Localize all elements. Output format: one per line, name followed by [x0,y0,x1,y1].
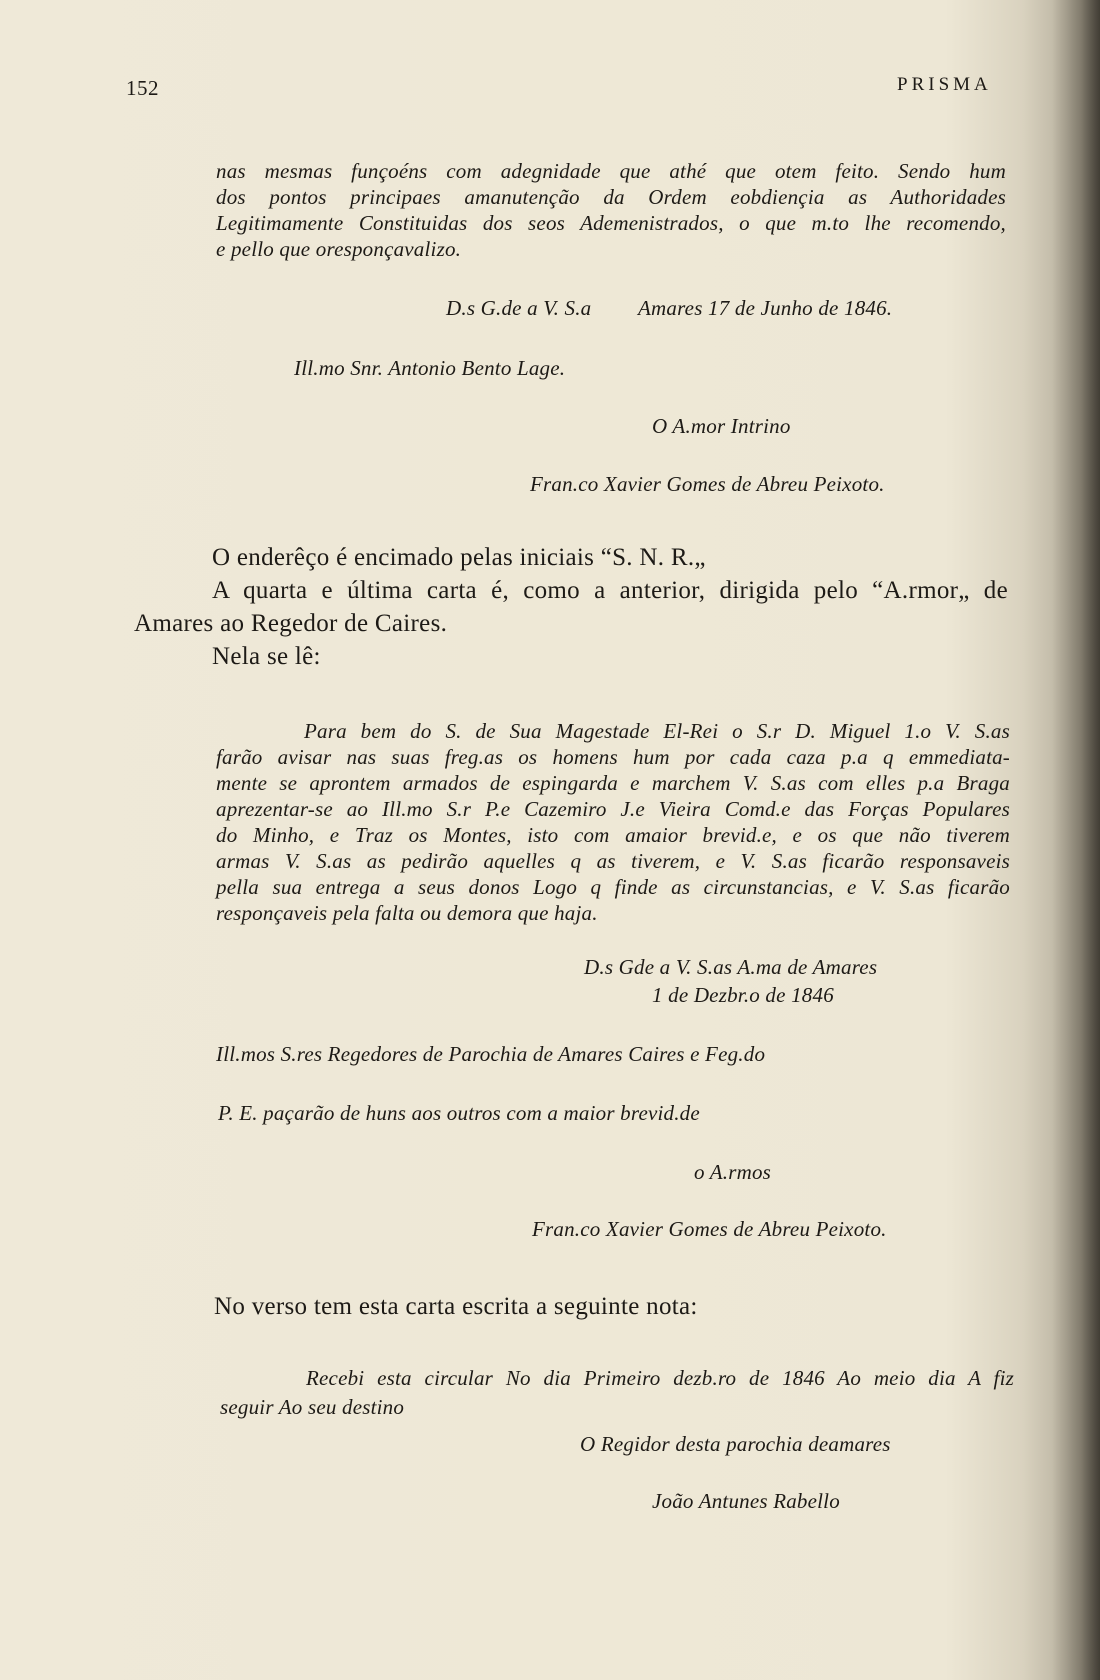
note-role: O Regidor desta parochia deamares [580,1432,891,1456]
letter3-line: dos pontos principaes amanutenção da Ordem eobdiençia as Authoridades [216,185,1006,209]
letter4-line: pella sua entrega a seus donos Logo q finde as circunstancias, e V. S.as ficarão [216,875,1010,899]
page-number: 152 [126,76,159,100]
narrative-paragraph: No verso tem esta carta escrita a seguinte nota: [214,1293,698,1320]
letter3-line: e pello que oresponçavalizo. [216,237,462,261]
letter4-line: aprezentar-se ao Ill.mo S.r P.e Cazemiro J.e Vieira Comd.e das Forças Populares [216,797,1010,821]
note-signature: João Antunes Rabello [652,1489,840,1513]
letter4-line: responçaveis pela falta ou demora que haja. [216,901,598,925]
narrative-paragraph: A quarta e última carta é, como a anterior, dirigida pelo “A.rmor„ de [212,577,1008,604]
letter4-line: farão avisar nas suas freg.as os homens hum por cada caza p.a q emmediata- [216,745,1010,769]
letter3-line: Legitimamente Constituidas dos seos Ademenistrados, o que m.to lhe recomendo, [216,211,1006,235]
letter3-addressee: Ill.mo Snr. Antonio Bento Lage. [294,356,566,380]
letter3-salutation: D.s G.de a V. S.a [446,296,592,320]
note-line: seguir Ao seu destino [220,1395,405,1419]
letter4-signature: Fran.co Xavier Gomes de Abreu Peixoto. [532,1217,887,1241]
letter4-line: armas V. S.as as pedirão aquelles q as tiverem, e V. S.as ficarão responsaveis [216,849,1010,873]
letter4-body [216,718,1010,926]
letter4-date: 1 de Dezbr.o de 1846 [652,983,834,1007]
running-title: PRISMA [897,74,992,95]
letter4-line: Para bem do S. de Sua Magestade El-Rei o S.r D. Miguel 1.o V. S.as [304,719,1010,743]
narrative-paragraph: O enderêço é encimado pelas iniciais “S. N. R.„ [212,544,706,571]
letter4-addressee: Ill.mos S.res Regedores de Parochia de Amares Caires e Feg.do [216,1042,766,1066]
letter3-signature: Fran.co Xavier Gomes de Abreu Peixoto. [530,472,885,496]
letter4-role: o A.rmos [694,1160,772,1184]
letter4-line: do Minho, e Traz os Montes, isto com amaior brevid.e, e os que não tiverem [216,823,1010,847]
letter3-role: O A.mor Intrino [652,414,791,438]
letter4-postscript: P. E. paçarão de huns aos outros com a maior brevid.de [218,1101,700,1125]
letter3-line: nas mesmas funçoéns com adegnidade que athé que otem feito. Sendo hum [216,159,1006,183]
note-line: Recebi esta circular No dia Primeiro dezb.ro de 1846 Ao meio dia A fiz [306,1366,1014,1390]
narrative-paragraph: Amares ao Regedor de Caires. [134,610,448,637]
letter3-body [216,158,1006,262]
narrative-paragraph: Nela se lê: [212,643,321,670]
letter3-place-date: Amares 17 de Junho de 1846. [638,296,893,320]
page-gutter-shadow [1052,0,1100,1680]
letter4-salutation: D.s Gde a V. S.as A.ma de Amares [584,955,878,979]
letter4-line: mente se aprontem armados de espingarda e marchem V. S.as com elles p.a Braga [216,771,1010,795]
